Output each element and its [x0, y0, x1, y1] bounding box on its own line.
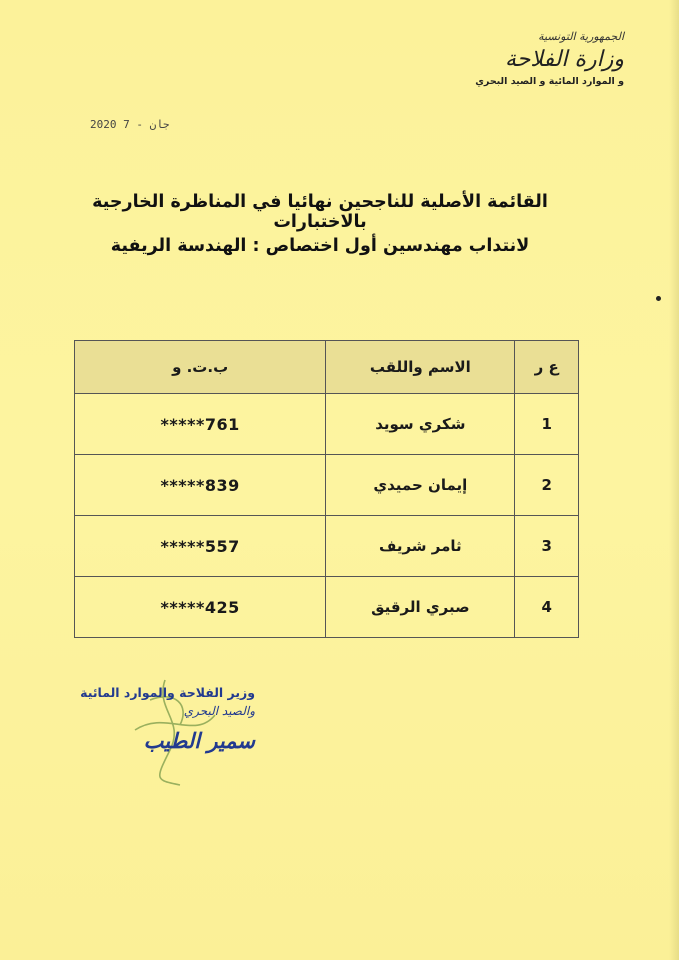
header-num: ع ر [515, 341, 579, 394]
table-row [75, 516, 579, 577]
row-num: 1 [515, 394, 579, 455]
date-stamp: 2020 جان - 7 [90, 118, 170, 131]
ink-dot [656, 296, 661, 301]
signature-block [80, 685, 255, 753]
row-id-cell [75, 394, 326, 455]
signatory-title-line2: والصيد البحري [183, 704, 255, 718]
row-id: *****839 [160, 475, 240, 495]
row-id-cell [75, 455, 326, 516]
table-row [75, 455, 579, 516]
results-table [74, 340, 579, 638]
document-title-line2: لانتداب مهندسين أول اختصاص : الهندسة الريفية [110, 236, 530, 256]
row-id: *****557 [160, 536, 240, 556]
signatory-title-line1: وزير الفلاحة والموارد المائية [80, 685, 255, 700]
row-id-cell [75, 516, 326, 577]
signatory-name: سمير الطيب [143, 728, 255, 753]
row-name: إيمان حميدي [326, 455, 515, 516]
header-id: ب.ت. و [75, 341, 326, 394]
row-num: 3 [515, 516, 579, 577]
document-title-line1: القائمة الأصلية للناجحين نهائيا في المناظرة الخارجية بالاختبارات [92, 192, 548, 232]
sub-ministry-label: و الموارد المائية و الصيد البحري [475, 76, 624, 87]
republic-label: الجمهورية التونسية [538, 30, 624, 43]
row-name: شكري سويد [326, 394, 515, 455]
row-num: 2 [515, 455, 579, 516]
table-header-row [75, 341, 579, 394]
row-name: ثامر شريف [326, 516, 515, 577]
row-name: صبري الرقيق [326, 577, 515, 638]
page-edge-shadow [669, 0, 679, 960]
table-row [75, 577, 579, 638]
letterhead [454, 30, 624, 87]
row-id: *****761 [160, 414, 240, 434]
table-row [75, 394, 579, 455]
row-id: *****425 [160, 597, 240, 617]
row-id-cell [75, 577, 326, 638]
header-name: الاسم واللقب [326, 341, 515, 394]
row-num: 4 [515, 577, 579, 638]
ministry-label: وزارة الفلاحة [505, 47, 624, 72]
